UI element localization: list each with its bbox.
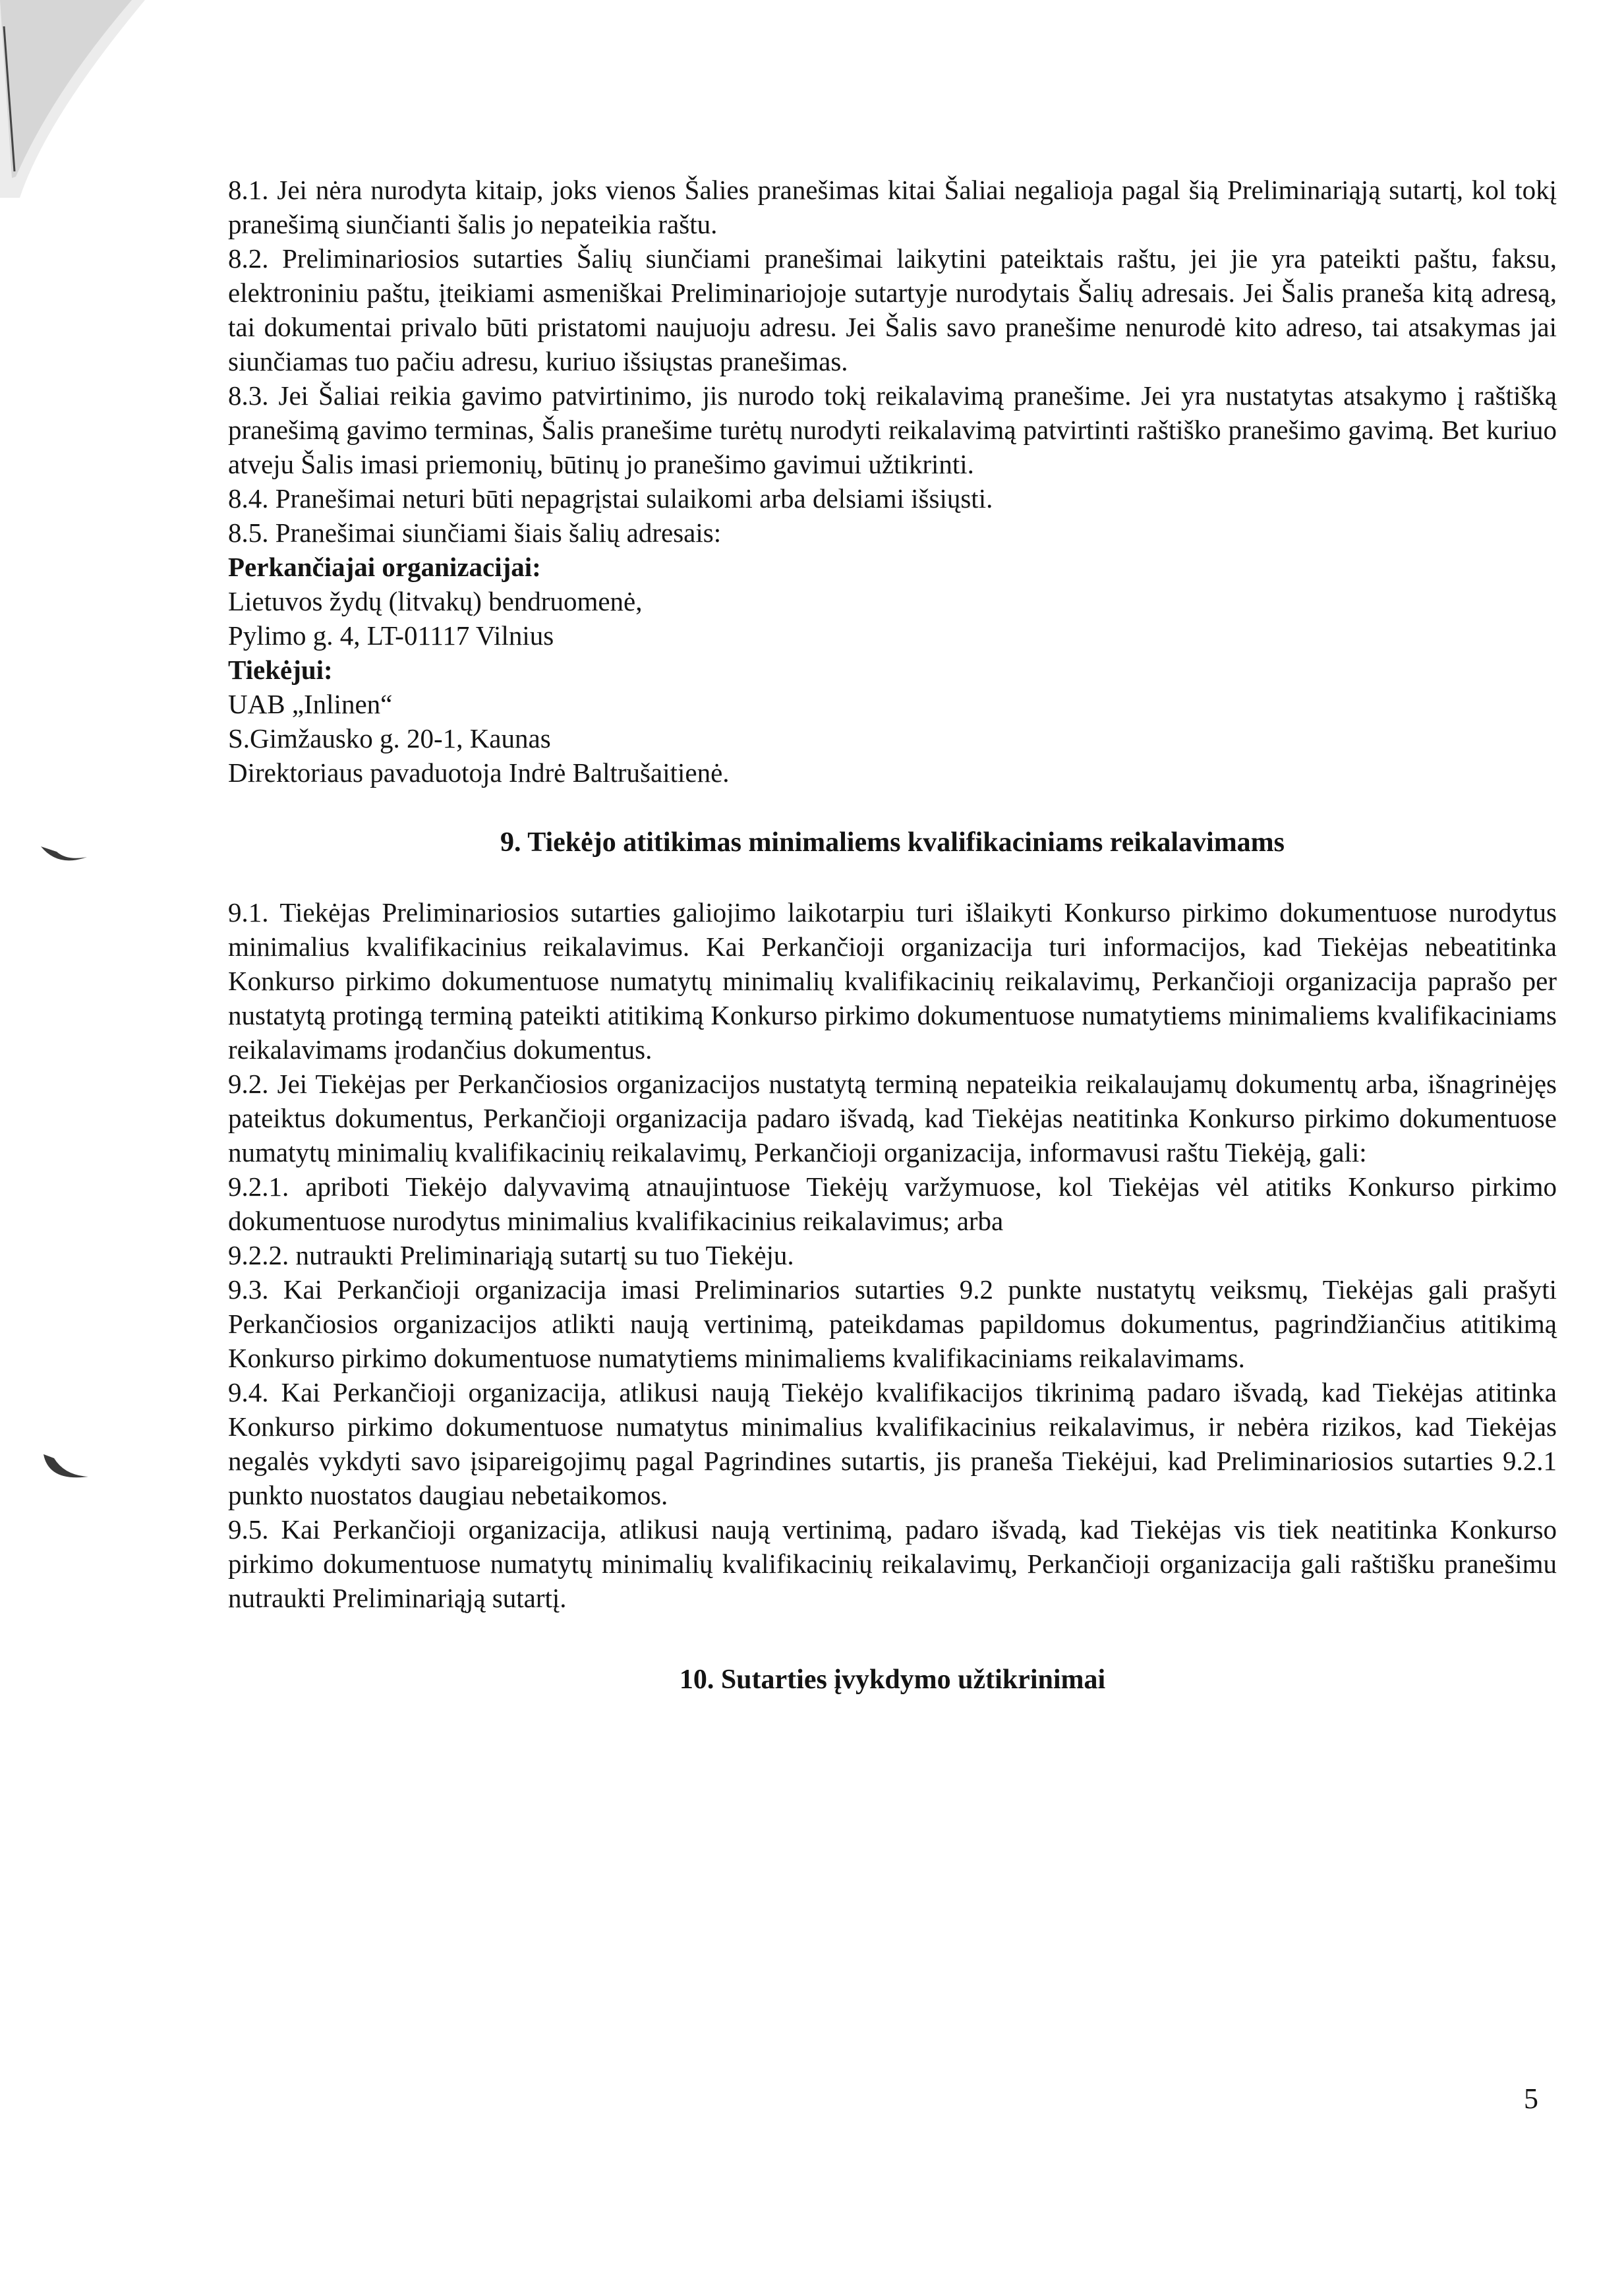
clause-8-4: 8.4. Pranešimai neturi būti nepagrįstai sulaikomi arba delsiami išsiųsti. — [228, 483, 993, 514]
clause-9-2: 9.2. Jei Tiekėjas per Perkančiosios organizacijos nustatytą terminą nepateikia reikalaujamų dokumentų arba, išnagrinėjęs pateiktus dokumentus, Perkančioji organizacija padaro išvadą, kad Tiekėjas neatitinka Konkurso pirkimo dokumentuose numatytų minimalių kvalifikacinių reikalavimų, Perkančioji organizacija, informavusi raštu Tiekėją, gali: — [228, 1069, 1557, 1167]
clause-8-2: 8.2. Preliminariosios sutarties Šalių siunčiami pranešimai laikytini pateiktais raštu, jei jie yra pateikti paštu, faksu, elektroniniu paštu, įteikiami asmeniškai Preliminariojoje sutartyje nurodytais Šalių adresais. Jei Šalis praneša kitą adresą, tai dokumentai privalo būti pristatomi naujuoju adresu. Jei Šalis savo pranešime nenurodė kito adreso, tai atsakymas jai siunčiamas tuo pačiu adresu, kuriuo išsiųstas pranešimas. — [228, 243, 1557, 376]
supplier-address: S.Gimžausko g. 20-1, Kaunas — [228, 723, 551, 753]
clause-8-5: 8.5. Pranešimai siunčiami šiais šalių adresais: — [228, 517, 722, 548]
clause-9-2-1: 9.2.1. apriboti Tiekėjo dalyvavimą atnaujintuose Tiekėjų varžymuose, kol Tiekėjas vėl atitiks Konkurso pirkimo dokumentuose nurodytus minimalius kvalifikacinius reikalavimus; arba — [228, 1171, 1557, 1236]
clause-8-1: 8.1. Jei nėra nurodyta kitaip, joks vienos Šalies pranešimas kitai Šaliai negalioja pagal šią Preliminariąją sutartį, kol tokį pranešimą siunčianti šalis jo nepateikia raštu. — [228, 175, 1557, 239]
document-page — [228, 173, 1557, 1697]
punch-hole-mark — [38, 832, 91, 871]
buyer-address: Pylimo g. 4, LT-01117 Vilnius — [228, 620, 554, 651]
supplier-name: UAB „Inlinen“ — [228, 689, 393, 719]
buyer-label: Perkančiajai organizacijai: — [228, 552, 541, 582]
section-10-heading: 10. Sutarties įvykdymo užtikrinimai — [679, 1665, 1106, 1695]
punch-hole-mark — [38, 1448, 91, 1487]
section-9-heading: 9. Tiekėjo atitikimas minimaliems kvalifikaciniams reikalavimams — [500, 827, 1285, 858]
clause-9-4: 9.4. Kai Perkančioji organizacija, atlikusi naują Tiekėjo kvalifikacijos tikrinimą padaro išvadą, kad Tiekėjas atitinka Konkurso pirkimo dokumentuose numatytus minimalius kvalifikacinius reikalavimus, ir nebėra rizikos, kad Tiekėjas negalės vykdyti savo įsipareigojimų pagal Pagrindines sutartis, jis praneša Tiekėjui, kad Preliminariosios sutarties 9.2.1 punkto nuostatos daugiau nebetaikomos. — [228, 1377, 1557, 1510]
supplier-label: Tiekėjui: — [228, 655, 333, 685]
buyer-name: Lietuvos žydų (litvakų) bendruomenė, — [228, 586, 643, 616]
clause-9-2-2: 9.2.2. nutraukti Preliminariąją sutartį su tuo Tiekėju. — [228, 1240, 794, 1270]
scan-corner-mark — [0, 0, 171, 198]
page-number: 5 — [1524, 2082, 1538, 2115]
clause-9-5: 9.5. Kai Perkančioji organizacija, atlikusi naują vertinimą, padaro išvadą, kad Tiekėjas vis tiek neatitinka Konkurso pirkimo dokumentuose numatytų minimalių kvalifikacinių reikalavimų, Perkančioji organizacija gali raštišku pranešimu nutraukti Preliminariąją sutartį. — [228, 1514, 1557, 1613]
supplier-contact: Direktoriaus pavaduotoja Indrė Baltrušaitienė. — [228, 757, 730, 788]
clause-9-3: 9.3. Kai Perkančioji organizacija imasi Preliminarios sutarties 9.2 punkte nustatytų veiksmų, Tiekėjas gali prašyti Perkančiosios organizacijos atlikti naują vertinimą, pateikdamas papildomus dokumentus, pagrindžiančius atitikimą Konkurso pirkimo dokumentuose numatytiems minimaliems kvalifikaciniams reikalavimams. — [228, 1274, 1557, 1373]
clause-9-1: 9.1. Tiekėjas Preliminariosios sutarties galiojimo laikotarpiu turi išlaikyti Konkurso pirkimo dokumentuose nurodytus minimalius kvalifikacinius reikalavimus. Kai Perkančioji organizacija turi informacijos, kad Tiekėjas nebeatitinka Konkurso pirkimo dokumentuose numatytų minimalių kvalifikacinių reikalavimų, Perkančioji organizacija paprašo per nustatytą protingą terminą pateikti atitikimą Konkurso pirkimo dokumentuose numatytiems minimaliems kvalifikaciniams reikalavimams įrodančius dokumentus. — [228, 897, 1557, 1065]
clause-8-3: 8.3. Jei Šaliai reikia gavimo patvirtinimo, jis nurodo tokį reikalavimą pranešime. Jei yra nustatytas atsakymo į raštišką pranešimą gavimo terminas, Šalis pranešime turėtų nurodyti reikalavimą patvirtinti raštiško pranešimo gavimą. Bet kuriuo atveju Šalis imasi priemonių, būtinų jo pranešimo gavimui užtikrinti. — [228, 380, 1557, 479]
